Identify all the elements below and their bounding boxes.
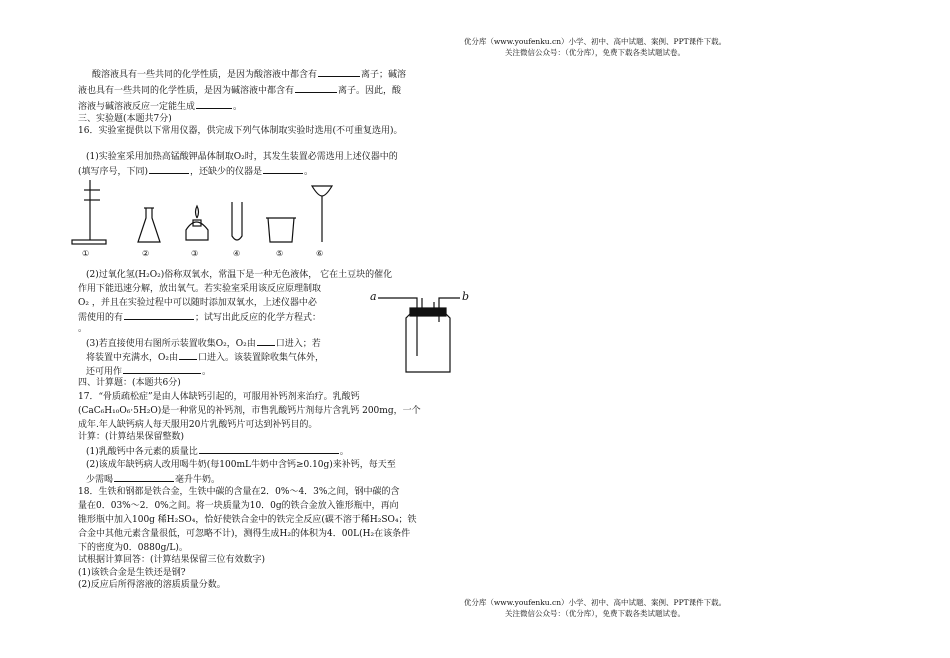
apparatus-figure [70, 178, 340, 258]
iron-stand-icon [72, 180, 106, 244]
text-line: 将装置中充满水，O₂由 口进入。该装置除收集气体外， [86, 350, 324, 365]
conical-flask-icon [138, 208, 160, 242]
text-line: (填写序号，下同) ，还缺少的仪器是 。 [78, 164, 313, 179]
text-line: 溶液与碱溶液反应一定能生成 。 [78, 99, 242, 114]
text-line: 酸溶液具有一些共同的化学性质，是因为酸溶液中都含有 离子；碱溶 [92, 67, 406, 82]
text-line: 还可用作 。 [86, 364, 211, 379]
section-heading: 三、实验题(本题共7分) [78, 114, 172, 124]
gas-bottle-figure [370, 286, 470, 374]
section-heading: 四、计算题：(本题共6分) [78, 378, 181, 388]
test-tube-icon [232, 202, 242, 240]
text-line: (1)乳酸钙中各元素的质量比 。 [86, 444, 349, 459]
text-line: O₂ ，并且在实验过程中可以随时添加双氧水，上述仪器中必 [78, 298, 317, 308]
text-line: (CaC₆H₁₀O₆·5H₂O)是一种常见的补钙剂，市售乳酸钙片剂每片含乳钙 200mg，一个 [78, 406, 421, 416]
footer-line-1: 优分库（www.youfenku.cn）小学、初中、高中试题、案例、PPT课件下载。 [463, 598, 727, 607]
question-16: 16．实验室提供以下常用仪器，供完成下列气体制取实验时选用(不可重复选用)。 [78, 126, 403, 136]
label-5: ⑤ [276, 249, 284, 258]
text-line: 合金中其他元素含量很低，可忽略不计)，测得生成H₂的体积为4．00L(H₂在该条件 [78, 529, 411, 539]
long-neck-funnel-icon [312, 186, 332, 242]
label-2: ② [142, 249, 150, 258]
text-line: (1)实验室采用加热高锰酸钾晶体制取O₂时，其发生装置必需选用上述仪器中的 [86, 152, 398, 162]
page-footer [0, 597, 950, 619]
question-18: 18．生铁和钢都是铁合金，生铁中碳的含量在2．0%～4．3%之间，钢中碳的含 [78, 487, 400, 497]
footer-line-2: 关注微信公众号：（优分库），免费下载各类试题试卷。 [505, 609, 685, 618]
text-line: 成年.年人缺钙病人每天服用20片乳酸钙片可达到补钙目的。 [78, 420, 318, 430]
label-1: ① [82, 249, 90, 258]
text-line: 计算：(计算结果保留整数) [78, 432, 185, 442]
label-b: b [462, 290, 470, 303]
text-line: (2)该成年缺钙病人改用喝牛奶(每100mL牛奶中含钙≥0.10g)来补钙，每天至 [86, 460, 396, 470]
label-6: ⑥ [316, 249, 324, 258]
text-line: 锥形瓶中加入100g 稀H₂SO₄，恰好使铁合金中的铁完全反应(碳不溶于稀H₂SO₄；铁 [78, 515, 417, 525]
page-header-top [0, 36, 950, 58]
text-line: 下的密度为0．0880g/L)。 [78, 543, 188, 553]
text-line: 液也具有一些共同的化学性质，是因为碱溶液中都含有 离子。因此，酸 [78, 83, 401, 98]
beaker-icon [266, 218, 296, 242]
text-line: (2)反应后所得溶液的溶质质量分数。 [78, 580, 226, 590]
label-a: a [370, 290, 377, 303]
text-line: 需使用的有 ；试写出此反应的化学方程式： [78, 310, 321, 325]
text-line: (2)过氧化氢(H₂O₂)俗称双氧水，常温下是一种无色液体， 它在土豆块的催化 [86, 270, 393, 280]
text-line: 量在0．03%～2．0%之间。将一块质量为10．0g的铁合金放入锥形瓶中，再向 [78, 501, 399, 511]
text-line: (3)若直接使用右图所示装置收集O₂，O₂由 口进入；若 [86, 336, 321, 351]
header-line-2: 关注微信公众号：（优分库），免费下载各类试题试卷。 [505, 48, 685, 57]
question-17: 17．“骨质疏松症”是由人体缺钙引起的，可服用补钙剂来治疗。乳酸钙 [78, 392, 360, 402]
text-line: 少需喝 毫升牛奶。 [86, 472, 220, 487]
text-line: 试根据计算回答：(计算结果保留三位有效数字) [78, 555, 266, 565]
alcohol-lamp-icon [186, 206, 208, 240]
text-line: 。 [78, 324, 88, 334]
label-4: ④ [233, 249, 241, 258]
header-line-1: 优分库（www.youfenku.cn）小学、初中、高中试题、案例、PPT课件下载。 [463, 37, 727, 46]
label-3: ③ [191, 249, 199, 258]
text-line: 作用下能迅速分解，放出氧气。若实验室采用该反应原理制取 [78, 284, 322, 294]
text-line: (1)该铁合金是生铁还是钢? [78, 568, 186, 578]
